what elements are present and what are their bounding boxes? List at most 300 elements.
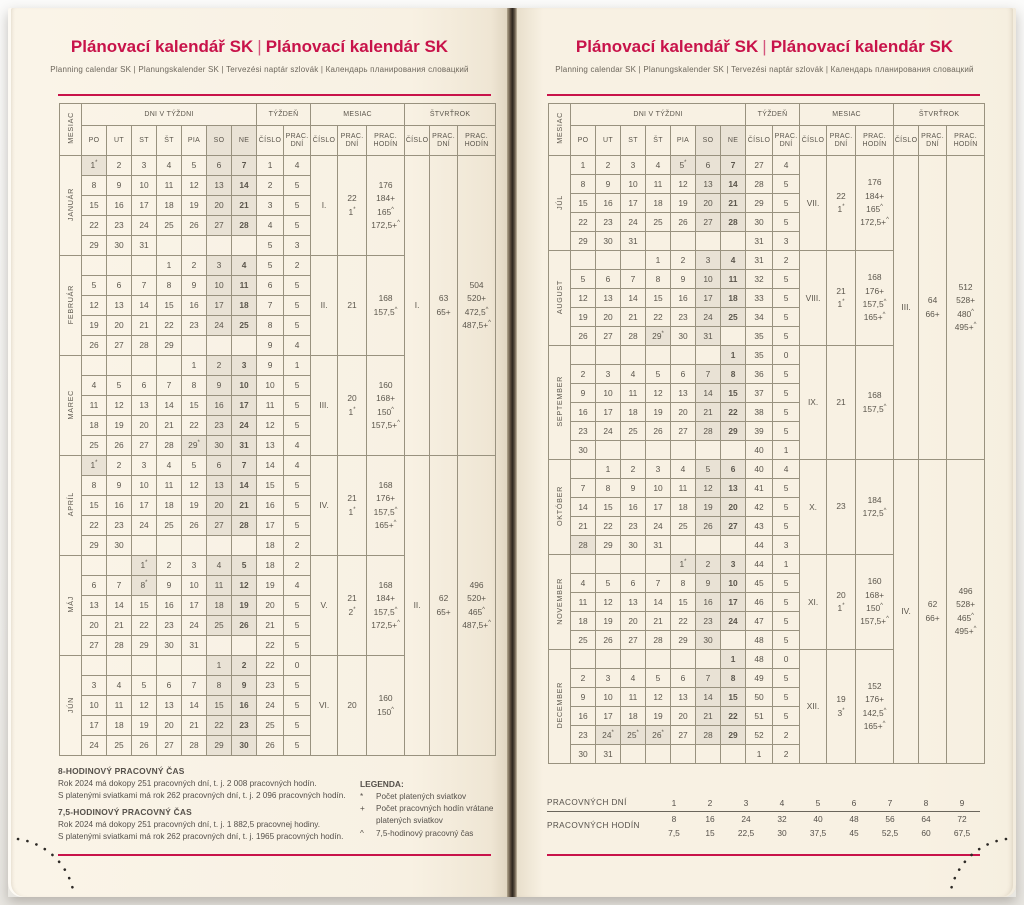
day-header-po: PO (571, 126, 596, 156)
month-label: AUGUST (549, 251, 571, 346)
group-header-quarter: ŠTVRŤROK (894, 104, 985, 126)
day-cell: 27 (671, 726, 696, 745)
month-number-cell: X. (800, 460, 827, 555)
week-number-cell: 23 (257, 676, 284, 696)
page-header-left (8, 38, 511, 74)
week-number-cell: 38 (746, 403, 773, 422)
week-workdays-cell: 5 (773, 479, 800, 498)
empty-day-cell (671, 536, 696, 555)
day-cell: 3 (596, 365, 621, 384)
day-cell: 1 (571, 156, 596, 175)
day-cell: 14 (132, 296, 157, 316)
day-cell: 19 (132, 716, 157, 736)
month-number-cell: II. (311, 256, 338, 356)
week-number-cell: 22 (257, 656, 284, 676)
day-cell: 28 (157, 436, 182, 456)
day-cell: 26 (182, 516, 207, 536)
quarter-workdays-cell: 63 65+ (430, 156, 458, 456)
day-cell: 17 (721, 593, 746, 612)
day-cell: 2 (107, 456, 132, 476)
empty-day-cell (671, 232, 696, 251)
note-heading-8h: 8-HODINOVÝ PRACOVNÝ ČAS (58, 766, 185, 776)
day-cell: 16 (107, 496, 132, 516)
empty-day-cell (182, 336, 207, 356)
page-subtitle: Planning calendar SK | Planungskalender SK | Tervezési naptár szlovák | Календарь планирования словацкий (50, 64, 469, 74)
day-cell: 11 (157, 176, 182, 196)
day-cell: 19 (696, 498, 721, 517)
title-primary: Plánovací kalendář SK (575, 37, 759, 56)
day-cell: 26 (696, 517, 721, 536)
empty-day-cell (721, 232, 746, 251)
week-number-cell: 16 (257, 496, 284, 516)
day-cell: 17 (621, 194, 646, 213)
day-cell: 16 (671, 289, 696, 308)
day-cell: 14 (107, 596, 132, 616)
day-cell: 22 (596, 517, 621, 536)
month-label: OKTÓBER (549, 460, 571, 555)
week-number-cell: 50 (746, 688, 773, 707)
week-workdays-cell: 5 (284, 296, 311, 316)
day-cell: 21 (696, 707, 721, 726)
day-cell: 21 (157, 416, 182, 436)
month-number-cell: VIII. (800, 251, 827, 346)
day-cell: 31 (132, 236, 157, 256)
perforation-dots (934, 835, 1010, 901)
day-cell: 11 (571, 593, 596, 612)
days-value: 5 (800, 796, 836, 811)
week-number-cell: 51 (746, 707, 773, 726)
day-cell: 9 (232, 676, 257, 696)
day-cell: 17 (696, 289, 721, 308)
week-workdays-cell: 5 (284, 416, 311, 436)
day-cell: 17 (646, 498, 671, 517)
week-workdays-cell: 5 (773, 707, 800, 726)
day-cell: 11 (232, 276, 257, 296)
day-cell: 6 (82, 576, 107, 596)
day-cell: 24 (646, 517, 671, 536)
day-cell: 8 (82, 476, 107, 496)
day-cell: 25 (721, 308, 746, 327)
day-cell: 3 (182, 556, 207, 576)
day-cell: 2 (596, 156, 621, 175)
day-cell: 5 (82, 276, 107, 296)
day-cell: 16 (621, 498, 646, 517)
day-cell: 28 (696, 422, 721, 441)
days-value: 2 (692, 796, 728, 811)
day-cell: 14 (232, 476, 257, 496)
day-cell: 20 (82, 616, 107, 636)
day-cell: 11 (646, 175, 671, 194)
empty-day-cell (696, 232, 721, 251)
week-workdays-cell: 4 (284, 156, 311, 176)
day-cell: 30 (571, 745, 596, 764)
day-cell: 28 (646, 631, 671, 650)
quarter-number-header: ČÍSLO (894, 126, 919, 156)
week-number-cell: 1 (257, 156, 284, 176)
day-cell: 27 (596, 327, 621, 346)
day-cell: 5 (182, 456, 207, 476)
week-workdays-cell: 5 (773, 175, 800, 194)
week-number-cell: 33 (746, 289, 773, 308)
week-workdays-cell: 4 (284, 576, 311, 596)
week-number-cell: 2 (257, 176, 284, 196)
empty-day-cell (107, 356, 132, 376)
day-cell: 20 (157, 716, 182, 736)
day-cell: 18 (671, 498, 696, 517)
day-cell: 20 (671, 403, 696, 422)
day-cell: 2 (621, 460, 646, 479)
day-cell: 29 (596, 536, 621, 555)
day-cell: 2 (696, 555, 721, 574)
week-number-cell: 3 (257, 196, 284, 216)
month-workdays-cell: 19 3* (827, 650, 856, 764)
day-cell: 21 (646, 612, 671, 631)
week-workdays-cell: 5 (284, 676, 311, 696)
week-number-cell: 14 (257, 456, 284, 476)
day-cell: 30 (107, 536, 132, 556)
hours-value-75h: 45 (849, 828, 859, 839)
week-number-cell: 24 (257, 696, 284, 716)
empty-day-cell (721, 631, 746, 650)
week-workdays-cell: 4 (284, 336, 311, 356)
empty-day-cell (232, 536, 257, 556)
day-cell: 20 (207, 196, 232, 216)
day-cell: 5 (696, 460, 721, 479)
day-cell: 7 (696, 365, 721, 384)
day-cell: 20 (671, 707, 696, 726)
week-workdays-cell: 5 (284, 196, 311, 216)
day-cell: 16 (596, 194, 621, 213)
day-cell: 12 (671, 175, 696, 194)
quarter-number-header: ČÍSLO (405, 126, 430, 156)
note-heading-75h: 7,5-HODINOVÝ PRACOVNÝ ČAS (58, 807, 192, 818)
day-cell: 17 (207, 296, 232, 316)
day-cell: 11 (671, 479, 696, 498)
day-cell: 22 (646, 308, 671, 327)
week-number-cell: 13 (257, 436, 284, 456)
day-cell: 11 (107, 696, 132, 716)
day-cell: 22 (721, 707, 746, 726)
day-cell: 22 (671, 612, 696, 631)
day-cell: 23 (157, 616, 182, 636)
day-header-št: ŠT (157, 126, 182, 156)
day-cell: 13 (671, 688, 696, 707)
month-number-cell: IV. (311, 456, 338, 556)
day-cell: 22 (82, 216, 107, 236)
empty-day-cell (721, 536, 746, 555)
day-cell: 24 (232, 416, 257, 436)
day-cell: 2 (182, 256, 207, 276)
hours-row-label: PRACOVNÝCH HODÍN (547, 821, 640, 831)
week-number-cell: 44 (746, 555, 773, 574)
day-cell: 11 (82, 396, 107, 416)
day-cell: 20 (721, 498, 746, 517)
week-workdays-cell: 5 (773, 194, 800, 213)
empty-day-cell (232, 236, 257, 256)
month-workdays-cell: 22 1* (827, 156, 856, 251)
day-cell: 6 (207, 156, 232, 176)
day-cell: 9 (596, 175, 621, 194)
day-cell: 4 (571, 574, 596, 593)
day-cell: 6 (157, 676, 182, 696)
empty-day-cell (646, 346, 671, 365)
week-workdays-cell: 5 (284, 696, 311, 716)
day-cell: 29 (671, 631, 696, 650)
day-cell: 23 (621, 517, 646, 536)
column-header-mesiac: MESIAC (549, 104, 571, 156)
month-workhours-cell: 176 184+ 165^ 172,5+^ (856, 156, 894, 251)
day-cell: 17 (182, 596, 207, 616)
week-workdays-cell: 5 (284, 716, 311, 736)
day-cell: 26 (132, 736, 157, 756)
hours-value-8h: 8 (671, 813, 677, 824)
empty-day-cell (671, 346, 696, 365)
day-cell: 9 (107, 176, 132, 196)
day-cell: 13 (107, 296, 132, 316)
month-label: MÁJ (60, 556, 82, 656)
day-cell: 17 (596, 403, 621, 422)
month-workdays-cell: 20 1* (827, 555, 856, 650)
group-header-days: DNI V TÝŽDNI (571, 104, 746, 126)
hours-value-75h: 67,5 (953, 828, 971, 839)
day-cell: 26 (182, 216, 207, 236)
week-workdays-cell: 5 (773, 289, 800, 308)
hours-value-8h: 40 (813, 813, 823, 824)
hours-value-8h: 48 (849, 813, 859, 824)
day-cell: 25 (207, 616, 232, 636)
week-number-cell: 19 (257, 576, 284, 596)
empty-day-cell (696, 650, 721, 669)
day-cell: 13 (671, 384, 696, 403)
day-cell: 22 (82, 516, 107, 536)
group-header-week: TÝŽDEŇ (257, 104, 311, 126)
day-cell: 21 (232, 196, 257, 216)
day-cell: 26 (107, 436, 132, 456)
empty-day-cell (621, 745, 646, 764)
day-cell: 8 (721, 365, 746, 384)
month-workhours-header: PRAC. HODÍN (367, 126, 405, 156)
group-header-days: DNI V TÝŽDNI (82, 104, 257, 126)
working-time-notes (58, 765, 358, 843)
day-cell: 5 (182, 156, 207, 176)
empty-day-cell (107, 656, 132, 676)
day-cell: 19 (107, 416, 132, 436)
day-cell: 30 (696, 631, 721, 650)
column-header-mesiac: MESIAC (60, 104, 82, 156)
group-header-month: MESIAC (311, 104, 405, 126)
day-cell: 27 (621, 631, 646, 650)
day-cell: 6 (671, 669, 696, 688)
day-cell: 31 (596, 745, 621, 764)
day-cell: 23 (107, 216, 132, 236)
month-number-cell: IX. (800, 346, 827, 460)
day-cell: 27 (107, 336, 132, 356)
week-workdays-cell: 5 (773, 574, 800, 593)
page-subtitle: Planning calendar SK | Planungskalender SK | Tervezési naptár szlovák | Календарь планирования словацкий (555, 64, 974, 74)
empty-day-cell (157, 236, 182, 256)
empty-day-cell (571, 555, 596, 574)
week-number-cell: 40 (746, 460, 773, 479)
day-cell: 19 (82, 316, 107, 336)
legend-symbol: ^ (360, 828, 364, 838)
day-cell: 2 (207, 356, 232, 376)
hours-value-8h: 16 (705, 813, 715, 824)
page-title (8, 38, 511, 57)
day-cell: 7 (182, 676, 207, 696)
day-cell: 24 (182, 616, 207, 636)
day-cell: 22 (182, 416, 207, 436)
day-cell: 19 (596, 612, 621, 631)
week-workdays-cell: 5 (773, 308, 800, 327)
week-number-cell: 52 (746, 726, 773, 745)
day-cell: 27 (671, 422, 696, 441)
day-header-pia: PIA (182, 126, 207, 156)
week-number-cell: 8 (257, 316, 284, 336)
month-workdays-cell: 21 (827, 346, 856, 460)
month-workdays-cell: 20 (338, 656, 367, 756)
quarter-workdays-cell: 62 65+ (430, 456, 458, 756)
day-cell: 2 (571, 365, 596, 384)
month-workhours-cell: 176 184+ 165^ 172,5+^ (367, 156, 405, 256)
legend-item (360, 828, 526, 840)
day-cell: 15 (132, 596, 157, 616)
day-cell: 31 (646, 536, 671, 555)
day-cell: 7 (157, 376, 182, 396)
empty-day-cell (132, 656, 157, 676)
month-number-cell: XII. (800, 650, 827, 764)
day-cell: 29 (571, 232, 596, 251)
quarter-workdays-cell: 64 66+ (919, 156, 947, 460)
day-cell: 12 (232, 576, 257, 596)
day-cell: 6 (696, 156, 721, 175)
week-workdays-header: PRAC. DNÍ (773, 126, 800, 156)
day-cell: 24 (721, 612, 746, 631)
day-cell: 22 (207, 716, 232, 736)
month-workhours-cell: 168 157,5^ (856, 346, 894, 460)
day-cell: 12 (646, 688, 671, 707)
day-cell: 10 (646, 479, 671, 498)
day-cell: 15 (157, 296, 182, 316)
month-workdays-cell: 21 1* (338, 456, 367, 556)
day-cell: 12 (82, 296, 107, 316)
hours-value-75h: 30 (777, 828, 787, 839)
day-cell: 7 (132, 276, 157, 296)
day-cell: 16 (207, 396, 232, 416)
day-cell: 30 (207, 436, 232, 456)
week-number-cell: 43 (746, 517, 773, 536)
day-header-so: SO (207, 126, 232, 156)
week-number-cell: 45 (746, 574, 773, 593)
day-cell: 30 (671, 327, 696, 346)
empty-day-cell (157, 356, 182, 376)
week-workdays-cell: 3 (773, 536, 800, 555)
day-cell: 13 (207, 176, 232, 196)
planning-table-jan-jun (59, 103, 496, 756)
empty-day-cell (232, 336, 257, 356)
week-number-cell: 21 (257, 616, 284, 636)
day-cell: 25 (571, 631, 596, 650)
day-cell: 15 (721, 384, 746, 403)
day-cell: 6 (621, 574, 646, 593)
day-cell: 4 (207, 556, 232, 576)
week-number-cell: 49 (746, 669, 773, 688)
day-cell: 14 (157, 396, 182, 416)
week-number-cell: 39 (746, 422, 773, 441)
empty-day-cell (721, 327, 746, 346)
note-line: S platenými sviatkami má rok 262 pracovných dní, t. j. 2 096 pracovných hodín. (58, 790, 346, 800)
month-workhours-cell: 184 172,5^ (856, 460, 894, 555)
week-number-cell: 5 (257, 236, 284, 256)
day-cell: 11 (621, 688, 646, 707)
day-cell: 18 (82, 416, 107, 436)
day-cell: 11 (621, 384, 646, 403)
month-workdays-header: PRAC. DNÍ (338, 126, 367, 156)
day-cell: 9 (107, 476, 132, 496)
legend-text: 7,5-hodinový pracovný čas (376, 828, 474, 838)
day-cell: 4 (621, 669, 646, 688)
day-cell: 20 (596, 308, 621, 327)
day-cell: 26 (646, 422, 671, 441)
day-cell: 5 (571, 270, 596, 289)
day-cell: 31 (182, 636, 207, 656)
day-cell: 10 (721, 574, 746, 593)
day-cell: 16 (107, 196, 132, 216)
week-workdays-cell: 5 (284, 476, 311, 496)
day-cell: 1* (82, 456, 107, 476)
empty-day-cell (646, 555, 671, 574)
perforation-dots (14, 835, 90, 901)
day-cell: 14 (182, 696, 207, 716)
week-workdays-cell: 5 (284, 376, 311, 396)
footer-rule (547, 854, 980, 856)
day-cell: 7 (232, 456, 257, 476)
day-cell: 3 (621, 156, 646, 175)
day-cell: 3 (132, 456, 157, 476)
hours-value-75h: 37,5 (809, 828, 827, 839)
month-number-cell: VI. (311, 656, 338, 756)
day-cell: 1* (671, 555, 696, 574)
week-workdays-cell: 5 (284, 616, 311, 636)
day-cell: 14 (721, 175, 746, 194)
empty-day-cell (571, 460, 596, 479)
day-cell: 1 (721, 650, 746, 669)
week-workdays-cell: 5 (284, 496, 311, 516)
day-cell: 6 (132, 376, 157, 396)
day-cell: 16 (232, 696, 257, 716)
week-workdays-cell: 5 (773, 213, 800, 232)
quarter-workhours-cell: 496 528+ 465^ 495+^ (947, 460, 985, 764)
empty-day-cell (207, 536, 232, 556)
day-cell: 23 (207, 416, 232, 436)
hours-value-8h: 56 (885, 813, 895, 824)
page-right (513, 8, 1016, 897)
days-value: 4 (764, 796, 800, 811)
day-cell: 28 (232, 216, 257, 236)
day-cell: 24 (621, 213, 646, 232)
empty-day-cell (207, 636, 232, 656)
day-cell: 27 (721, 517, 746, 536)
week-number-cell: 41 (746, 479, 773, 498)
week-number-cell: 10 (257, 376, 284, 396)
week-workdays-cell: 2 (284, 536, 311, 556)
day-cell: 13 (621, 593, 646, 612)
day-cell: 12 (571, 289, 596, 308)
day-cell: 16 (571, 707, 596, 726)
day-cell: 5* (671, 156, 696, 175)
day-cell: 21 (132, 316, 157, 336)
day-cell: 4 (232, 256, 257, 276)
day-cell: 14 (696, 384, 721, 403)
